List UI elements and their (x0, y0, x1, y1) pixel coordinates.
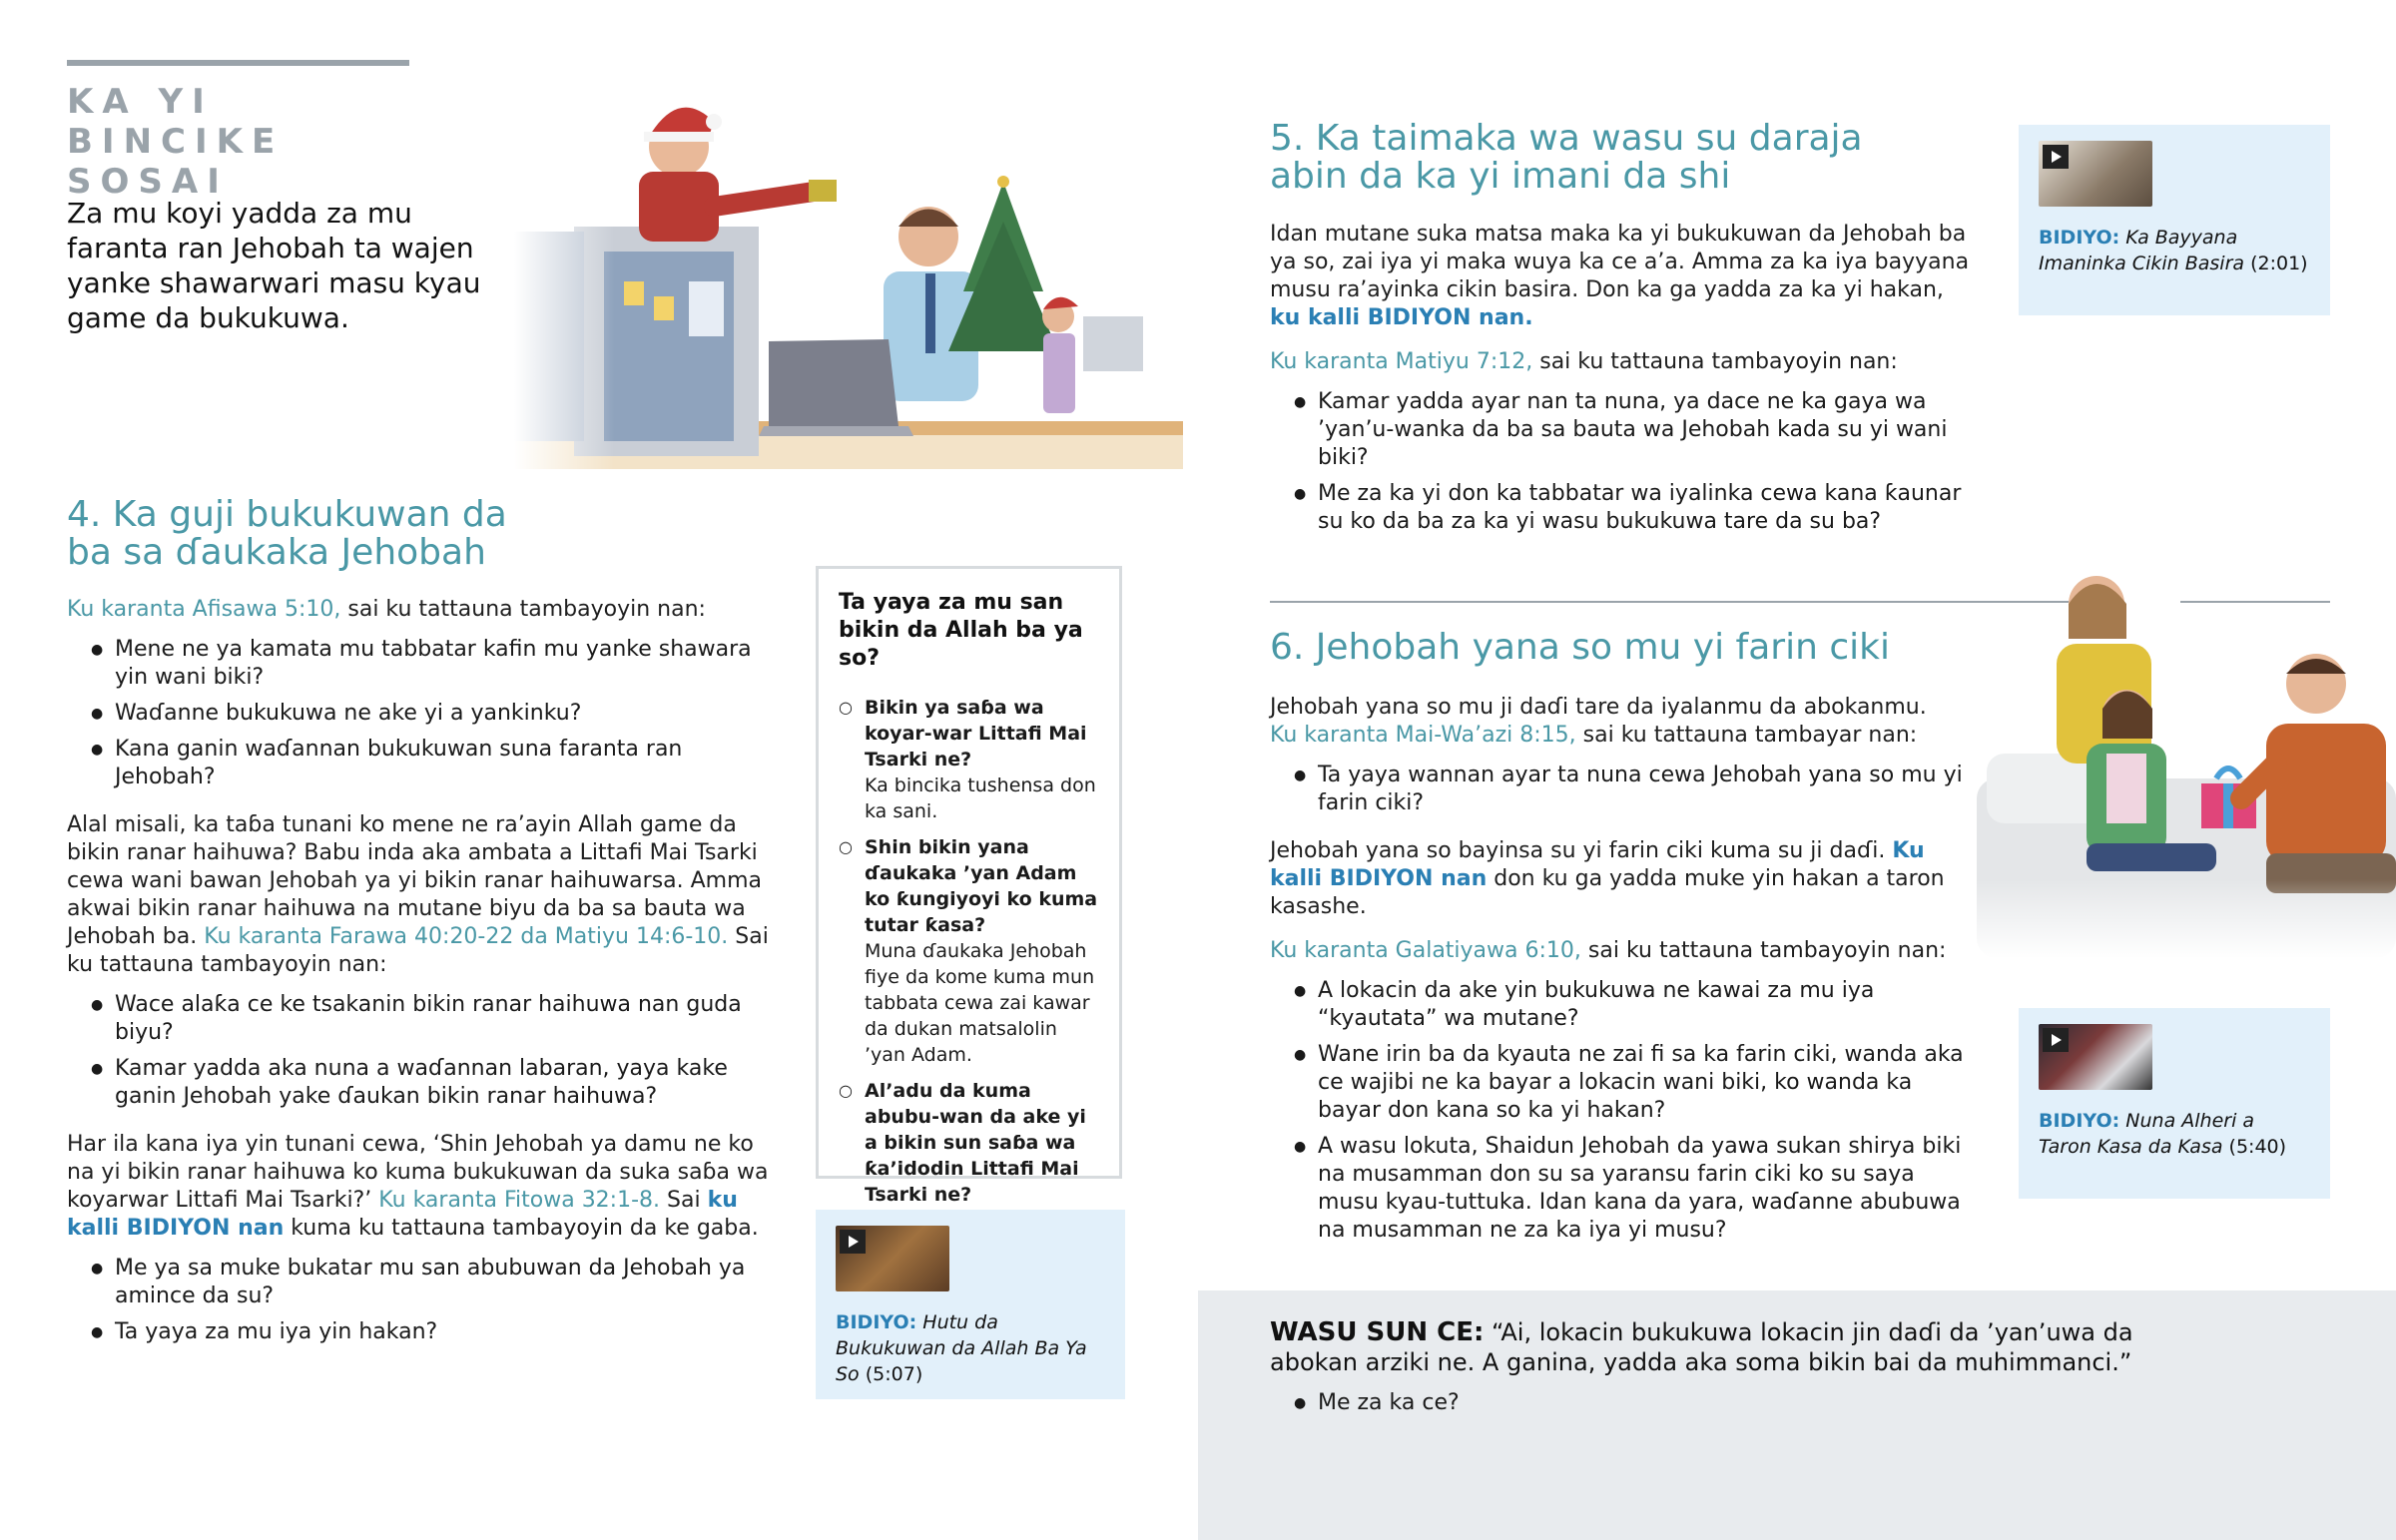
scripture-ref-galatiyawa[interactable]: Ku karanta Galatiyawa 6:10, (1270, 938, 1581, 963)
video-duration: (5:40) (2228, 1136, 2287, 1158)
video-title[interactable]: Nuna Alheri a Taron Kasa da Kasa (2039, 1110, 2255, 1158)
questions-list-2 (67, 991, 776, 1111)
paragraph-text: kuma ku tattauna tambayoyin da ke gaba. (284, 1216, 759, 1241)
video-card-holidays[interactable] (816, 1210, 1125, 1399)
paragraph-text: Har ila kana iya yin tunani cewa, ‘Shin Jehobah ya damu ne ko na yi bikin ranar haihuwa ko kuma bukukuwan da suka saɓa wa koyarwar Littafi Mai Tsarki?’ (67, 1132, 769, 1213)
list-item: ● Kana ganin waɗannan bukukuwan suna faranta ran Jehobah? (67, 736, 776, 791)
sidebar-answer: Ka bincika tushensa don ka sani. (865, 774, 1096, 822)
office-christmas-illustration (514, 92, 1183, 469)
read-afisawa (67, 596, 776, 624)
sidebar-answer: Muna ɗaukaka Jehobah fiye da kome kuma mun tabbata cewa zai kawar da dukan matsalolin ’yan Adam. (865, 940, 1095, 1066)
scripture-ref-fitowa[interactable]: Ku karanta Fitowa 32:1-8. (378, 1188, 661, 1213)
list-item: ● Me za ka yi don ka tabbatar wa iyalinka cewa kana ƙaunar su ko da ba za ka yi wasu bukukuwa tare da su ba? (1270, 480, 1974, 536)
section-6-body (1270, 694, 1974, 1253)
read-instruction: sai ku tattauna tambayar nan: (1575, 723, 1918, 748)
list-item: ● Wane irin ba da kyauta ne zai fi sa ka farin ciki, wanda aka ce wajibi ne ka bayar a lokacin wani biki, ko wanda ka bayar don kana so ka yi hakan? (1270, 1041, 1974, 1125)
video-label: BIDIYO: (836, 1311, 917, 1333)
sidebar-box (816, 566, 1122, 1206)
video-title[interactable]: Hutu da Bukukuwan da Allah Ba Ya So (836, 1311, 1087, 1385)
list-item: ● Kamar yadda aka nuna a waɗannan labaran, yaya kake ganin Jehobah yake ɗaukan bikin ranar haihuwa? (67, 1055, 776, 1111)
questions-list-3 (67, 1255, 776, 1346)
list-item (839, 834, 1099, 1068)
section-4-title-line-1: 4. Ka guji bukukuwan da (67, 494, 507, 535)
video-thumbnail[interactable] (2039, 141, 2152, 207)
read-instruction: sai ku tattauna tambayoyin nan: (1580, 938, 1947, 963)
paragraph-text: don ku ga yadda muke yin hakan a taron kasashe. (1270, 866, 1945, 919)
questions-list-5 (1270, 388, 1974, 536)
others-say-questions (1270, 1389, 2228, 1417)
list-item: ● Wace alaƙa ce ke tsakanin bikin ranar haihuwa nan guda biyu? (67, 991, 776, 1047)
paragraph-convention (1270, 837, 1974, 921)
video-duration: (5:07) (865, 1363, 923, 1385)
list-item: ● Kamar yadda ayar nan ta nuna, ya dace ne ka gaya wa ’yan’u-wanka da ba sa bauta wa Jehobah kada su yi wani biki? (1270, 388, 1974, 472)
video-link[interactable]: ku kalli BIDIYON nan. (1270, 305, 1533, 330)
questions-list-6b (1270, 977, 1974, 1245)
read-galatiyawa (1270, 937, 1974, 965)
kicker-line-2: SOSAI (67, 162, 229, 202)
list-item: ● Ta yaya za mu iya yin hakan? (67, 1318, 776, 1346)
section-6-title: 6. Jehobah yana so mu yi farin ciki (1270, 627, 1890, 668)
list-item: ● Waɗanne bukukuwa ne ake yi a yankinku? (67, 700, 776, 728)
paragraph-explain (1270, 221, 1974, 332)
scripture-ref-afisawa[interactable]: Ku karanta Afisawa 5:10, (67, 597, 341, 622)
paragraph-happiness (1270, 694, 1974, 750)
scripture-ref-matiyu[interactable]: Ku karanta Matiyu 7:12, (1270, 349, 1533, 374)
video-duration: (2:01) (2250, 253, 2308, 274)
scripture-ref-mai-waazi[interactable]: Ku karanta Mai-Wa’azi 8:15, (1270, 723, 1576, 748)
section-5-title-line-1: 5. Ka taimaka wa wasu su daraja (1270, 118, 1863, 159)
section-4-body (67, 596, 776, 1354)
list-item: ● A lokacin da ake yin bukukuwa ne kawai za mu iya “kyautata” wa mutane? (1270, 977, 1974, 1033)
intro-text: Za mu koyi yadda za mu faranta ran Jehobah ta wajen yanke shawarwari masu kyau game da bukukuwa. (67, 197, 481, 334)
video-label: BIDIYO: (2039, 227, 2120, 249)
video-card-explain-beliefs[interactable] (2019, 125, 2330, 315)
play-icon[interactable] (840, 1230, 866, 1254)
video-card-kindness[interactable] (2019, 1008, 2330, 1199)
others-say-box (1198, 1290, 2396, 1540)
section-5-title (1270, 120, 1969, 196)
sidebar-list (839, 695, 1099, 1260)
family-gift-illustration (1977, 564, 2396, 958)
list-item: ● Ta yaya wannan ayar ta nuna cewa Jehobah yana so mu yi farin ciki? (1270, 762, 1974, 817)
play-icon[interactable] (2043, 145, 2069, 169)
others-say-content (1270, 1317, 2228, 1425)
list-item: ● Me ya sa muke bukatar mu san abubuwan da Jehobah ya amince da su? (67, 1255, 776, 1310)
section-4-title-line-2: ba sa ɗaukaka Jehobah (67, 532, 486, 573)
others-say-label: WASU SUN CE: (1270, 1317, 1485, 1347)
video-thumbnail[interactable] (2039, 1024, 2152, 1090)
section-4-title (67, 496, 786, 572)
list-item: ● Me za ka ce? (1270, 1389, 2228, 1417)
list-item: ● Mene ne ya kamata mu tabbatar kafin mu yanke shawara yin wani biki? (67, 636, 776, 692)
questions-list-6a (1270, 762, 1974, 817)
video-caption (836, 1309, 1105, 1387)
read-matiyu (1270, 348, 1974, 376)
read-instruction: sai ku tattauna tambayoyin nan: (1532, 349, 1898, 374)
section-5-body (1270, 221, 1974, 544)
header-rule (67, 60, 409, 66)
paragraph-text: Jehobah yana so bayinsa su yi farin ciki kuma su ji daɗi. (1270, 838, 1893, 863)
video-thumbnail[interactable] (836, 1226, 949, 1291)
play-icon[interactable] (2043, 1028, 2069, 1052)
video-caption (2039, 1108, 2310, 1160)
paragraph-text: Idan mutane suka matsa maka ka yi bukukuwan da Jehobah ba ya so, zai iya yi maka wuya ka ce a’a. Amma za ka iya bayyana musu ra’ayinka cikin basira. Don ka ga yadda za ka yi hakan, (1270, 222, 1970, 302)
paragraph-exodus (67, 1131, 776, 1243)
read-instruction: Sai ku tattauna tambayoyin nan: (67, 924, 769, 977)
section-5-title-line-2: abin da ka yi imani da shi (1270, 156, 1731, 197)
sidebar-question: ○ Al’adu da kuma abubu-wan da ake yi a bikin sun saɓa wa ƙa’idodin Littafi Mai Tsarki ne? (865, 1080, 1086, 1206)
kicker-line-1: KA YI BINCIKE (67, 82, 285, 162)
sidebar-title: Ta yaya za mu san bikin da Allah ba ya so? (839, 590, 1083, 671)
video-link[interactable]: ku kalli BIDIYON nan (67, 1188, 738, 1241)
section-divider (1270, 601, 2079, 603)
paragraph-text: Sai (660, 1188, 708, 1213)
video-link[interactable]: Ku kalli BIDIYON nan (1270, 838, 1925, 891)
paragraph-text: Jehobah yana so mu ji daɗi tare da iyalanmu da abokanmu. (1270, 695, 1927, 720)
list-item (839, 695, 1099, 824)
paragraph-text: Alal misali, ka taɓa tunani ko mene ne ra’ayin Allah game da bikin ranar haihuwa? Babu inda aka ambata a Littafi Mai Tsarki cewa wani bawan Jehobah ya yi bikin ranar haihuwarsa. Amma akwai bikin ranar haihuwa na mutane biyu da ba sa bauta wa Jehobah ba. (67, 812, 763, 949)
paragraph-birthday (67, 811, 776, 979)
video-caption (2039, 225, 2310, 276)
section-kicker (67, 82, 446, 202)
questions-list-1 (67, 636, 776, 791)
quote-text: “Ai, lokacin bukukuwa lokacin jin daɗi da ’yan’uwa da abokan arziki ne. A ganina, yadda aka soma bikin bai da muhimmanci.” (1270, 1318, 2133, 1376)
scripture-ref-farawa[interactable]: Ku karanta Farawa 40:20-22 da Matiyu 14:6-10. (204, 924, 729, 949)
sidebar-question: ○ Shin bikin yana ɗaukaka ’yan Adam ko ƙungiyoyi ko kuma tutar ƙasa? (865, 836, 1098, 936)
others-say-quote (1270, 1317, 2228, 1377)
sidebar-question: ○ Bikin ya saɓa wa koyar-war Littafi Mai Tsarki ne? (865, 697, 1087, 770)
video-title[interactable]: Ka Bayyana Imaninka Cikin Basira (2039, 227, 2245, 274)
video-label: BIDIYO: (2039, 1110, 2120, 1132)
read-instruction: sai ku tattauna tambayoyin nan: (340, 597, 706, 622)
list-item: ● A wasu lokuta, Shaidun Jehobah da yawa sukan shirya biki na musamman don su sa yaransu farin ciki ko su saya musu kyau-tuttuka. Idan kana da yara, waɗanne abubuwa na musamman ne za ka iya yi musu? (1270, 1133, 1974, 1245)
